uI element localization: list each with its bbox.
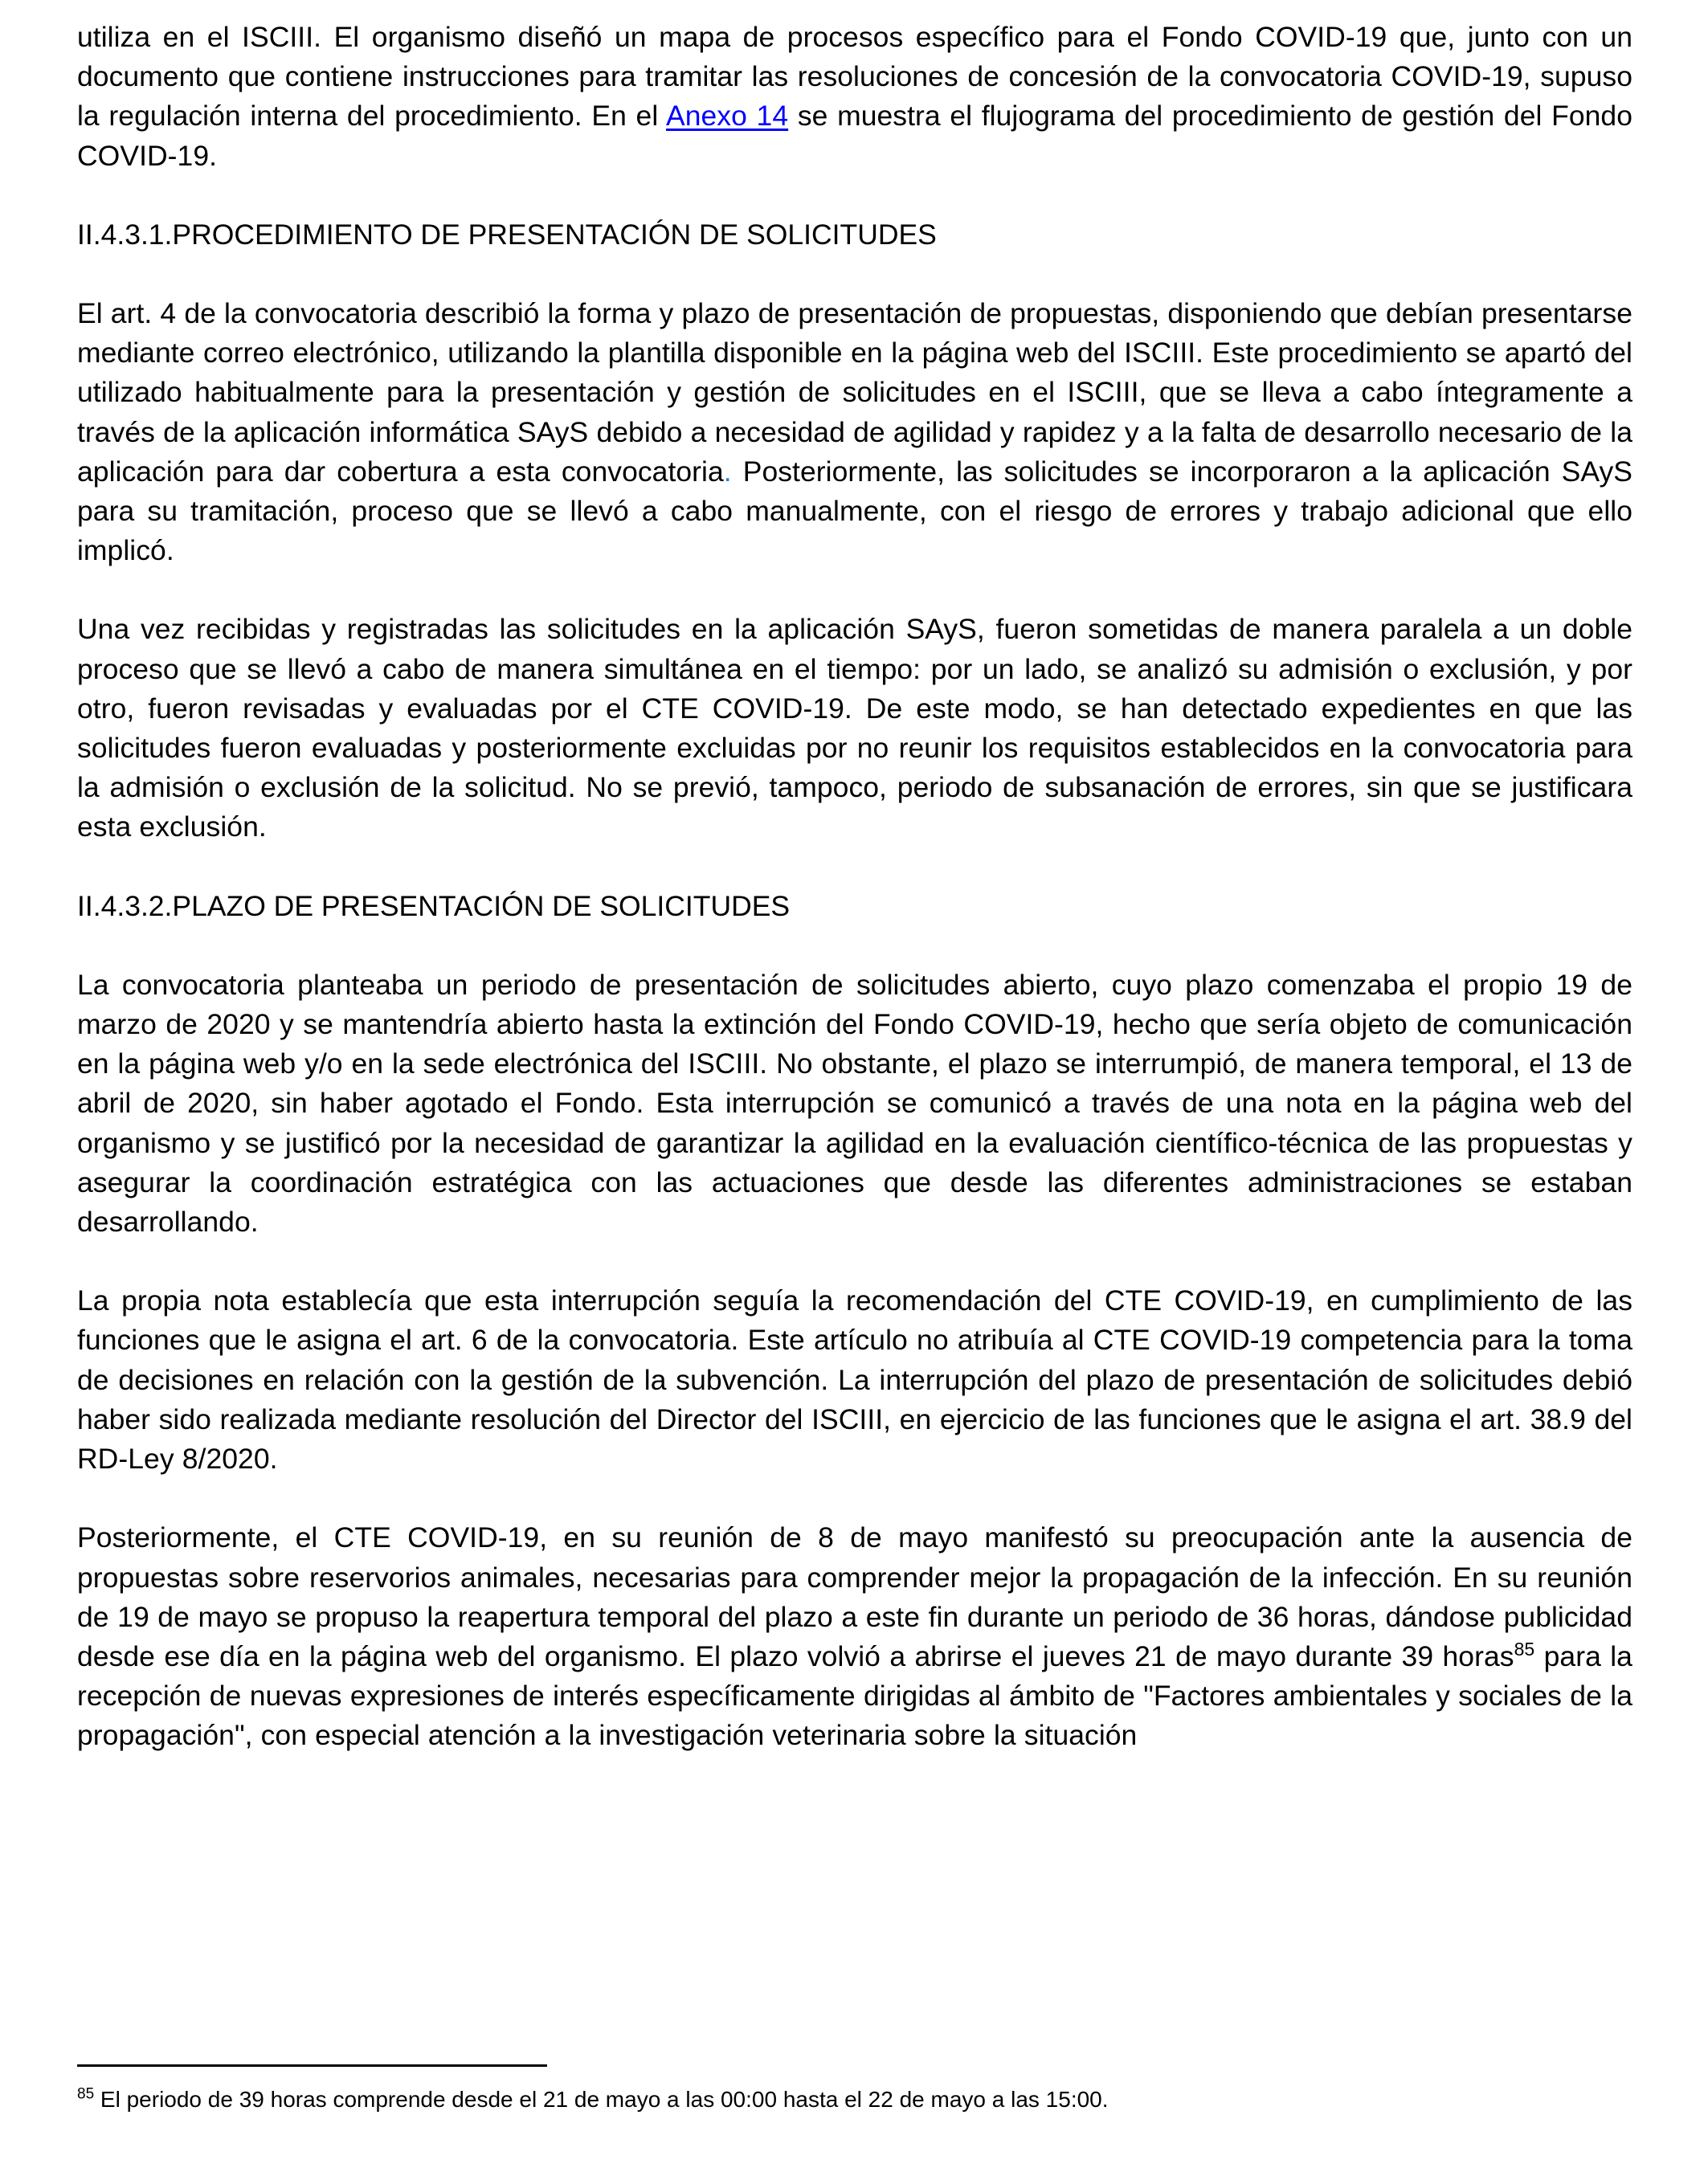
page-content — [77, 0, 1632, 1756]
paragraph-art4-part1: El art. 4 de la convocatoria describió la forma y plazo de presentación de propuestas, disponiendo que debían presentarse mediante correo electrónico, utilizando la plantilla disponible en la página web del ISCIII. Este procedimiento se apartó del utilizado habitualmente para la presentación y gestión de solicitudes en el ISCIII, que se lleva a cabo íntegramente a través de la aplicación informática SAyS debido a necesidad de agilidad y rapidez y a la falta de desarrollo necesario de la aplicación para dar cobertura a esta convocatoria — [77, 297, 1632, 488]
spacer — [77, 570, 1632, 610]
spacer — [77, 255, 1632, 294]
paragraph-reapertura-part1: Posteriormente, el CTE COVID-19, en su reunión de 8 de mayo manifestó su preocupación ante la ausencia de propuestas sobre reservorios animales, necesarias para comprender mejor la propagación de la infección. En su reunión de 19 de mayo se propuso la reapertura temporal del plazo a este fin durante un periodo de 36 horas, dándose publicidad desde ese día en la página web del organismo. El plazo volvió a abrirse el jueves 21 de mayo durante 39 horas — [77, 1521, 1632, 1672]
paragraph-intro-part1: utiliza en el ISCIII. El organismo diseñó un mapa de procesos específico para el Fondo COVID-19 que, junto con un documento que contiene instrucciones para tramitar las resoluciones de concesión de la convocatoria COVID-19, supuso la regulación interna del procedimiento. En el — [77, 21, 1632, 133]
heading-procedimiento-presentacion — [77, 215, 1632, 255]
paragraph-reapertura-part2: para la recepción de nuevas expresiones de interés específicamente dirigidas al ámbito de "Factores ambientales y sociales de la propagación", con especial atención a la investigación veterinaria sobre la situación — [77, 1639, 1632, 1752]
paragraph-periodo-abierto: La convocatoria planteaba un periodo de presentación de solicitudes abierto, cuyo plazo comenzaba el propio 19 de marzo de 2020 y se mantendría abierto hasta la extinción del Fondo COVID-19, hecho que sería objeto de comunicación en la página web y/o en la sede electrónica del ISCIII. No obstante, el plazo se interrumpió, de manera temporal, el 13 de abril de 2020, sin haber agotado el Fondo. Esta interrupción se comunicó a través de una nota en la página web del organismo y se justificó por la necesidad de garantizar la agilidad en la evaluación científico-técnica de las propuestas y asegurar la coordinación estratégica con las actuaciones que desde las diferentes administraciones se estaban desarrollando. — [77, 968, 1632, 1239]
spacer — [77, 926, 1632, 966]
footnote-number: 85 — [77, 2085, 95, 2103]
spacer — [77, 1479, 1632, 1518]
footnote-separator — [77, 2064, 547, 2067]
paragraph-doble-proceso: Una vez recibidas y registradas las solicitudes en la aplicación SAyS, fueron sometidas de manera paralela a un doble proceso que se llevó a cabo de manera simultánea en el tiempo: por un lado, se analizó su admisión o exclusión, y por otro, fueron revisadas y evaluadas por el CTE COVID-19. De este modo, se han detectado expedientes en que las solicitudes fueron evaluadas y posteriormente excluidas por no reunir los requisitos establecidos en la convocatoria para la admisión o exclusión de la solicitud. No se previó, tampoco, periodo de subsanación de errores, sin que se justificara esta exclusión. — [77, 613, 1632, 843]
footnote-area — [77, 2064, 1632, 2115]
paragraph-intro — [77, 18, 1632, 176]
heading-title-2: PLAZO DE PRESENTACIÓN DE SOLICITUDES — [172, 889, 791, 922]
paragraph-intro-part2: se muestra el flujograma del procedimiento de gestión del Fondo COVID-19. — [77, 100, 1633, 172]
paragraph-art4 — [77, 294, 1632, 570]
footnote-85 — [77, 2084, 1632, 2115]
anexo-14-link[interactable]: Anexo 14 — [665, 100, 789, 133]
spacer — [77, 847, 1632, 887]
spacer — [77, 176, 1632, 215]
heading-number-1: II.4.3.1. — [77, 218, 173, 251]
footnote-reference-85[interactable]: 85 — [1514, 1639, 1535, 1660]
top-spacer — [77, 0, 1632, 18]
heading-number-2: II.4.3.2. — [77, 889, 173, 922]
spacer — [77, 1242, 1632, 1281]
paragraph-art4-part2: Posteriormente, las solicitudes se incorporaron a la aplicación SAyS para su tramitación, proceso que se llevó a cabo manualmente, con el riesgo de errores y trabajo adicional que ello implicó. — [77, 455, 1632, 567]
marked-period: . — [723, 455, 732, 488]
paragraph-reapertura — [77, 1518, 1632, 1755]
paragraph-nota-interrupcion: La propia nota establecía que esta interrupción seguía la recomendación del CTE COVID-19, en cumplimiento de las funciones que le asigna el art. 6 de la convocatoria. Este artículo no atribuía al CTE COVID-19 competencia para la toma de decisiones en relación con la gestión de la subvención. La interrupción del plazo de presentación de solicitudes debió haber sido realizada mediante resolución del Director del ISCIII, en ejercicio de las funciones que le asigna el art. 38.9 del RD-Ley 8/2020. — [77, 1284, 1632, 1476]
footnote-text: El periodo de 39 horas comprende desde el 21 de mayo a las 00:00 hasta el 22 de mayo a las 15:00. — [94, 2087, 1109, 2112]
heading-plazo-presentacion — [77, 887, 1632, 926]
heading-title-1: PROCEDIMIENTO DE PRESENTACIÓN DE SOLICITUDES — [172, 218, 937, 251]
